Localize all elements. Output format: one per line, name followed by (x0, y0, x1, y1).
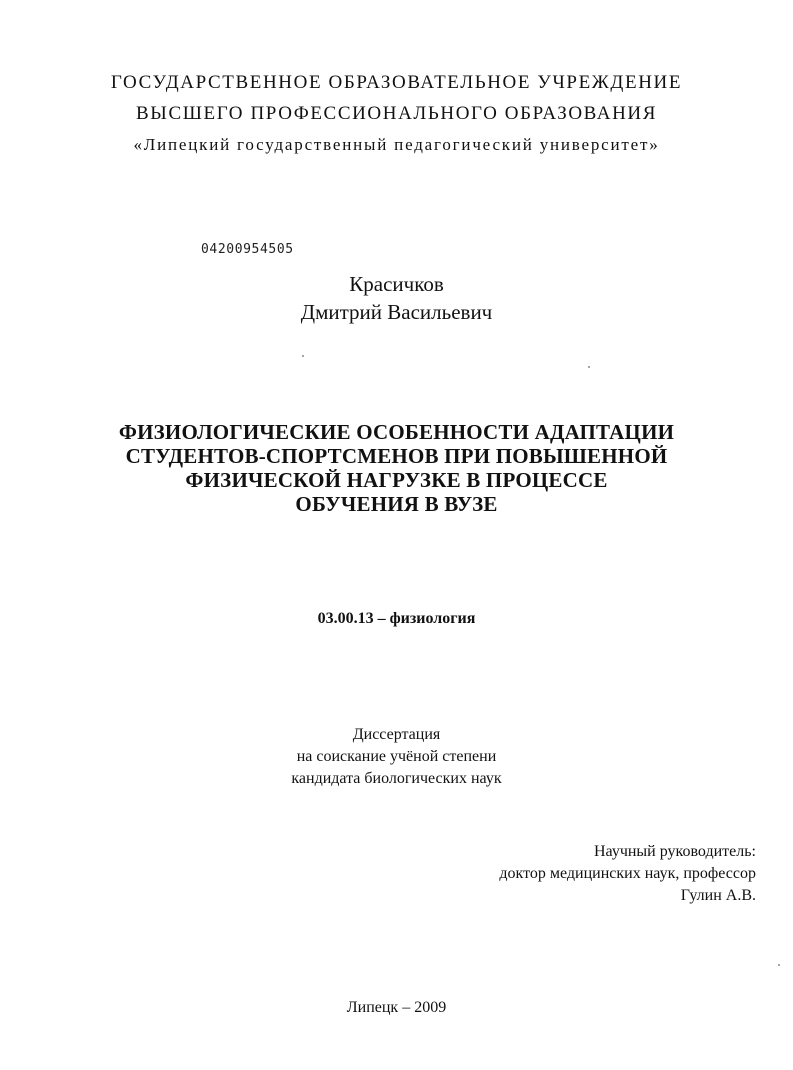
title-line-2: СТУДЕНТОВ-СПОРТСМЕНОВ ПРИ ПОВЫШЕННОЙ (125, 444, 668, 468)
title-line-1: ФИЗИОЛОГИЧЕСКИЕ ОСОБЕННОСТИ АДАПТАЦИИ (118, 420, 675, 444)
scan-speck (778, 964, 780, 966)
institution-line-2: ВЫСШЕГО ПРОФЕССИОНАЛЬНОГО ОБРАЗОВАНИЯ (136, 103, 657, 124)
supervisor-label: Научный руководитель: (593, 843, 756, 860)
title-line-4: ОБУЧЕНИЯ В ВУЗЕ (295, 492, 498, 516)
dissertation-line-2: на соискание учёной степени (296, 748, 497, 765)
institution-line-3: «Липецкий государственный педагогический университет» (133, 135, 660, 154)
dissertation-line-3: кандидата биологических наук (291, 770, 502, 787)
scan-speck (588, 366, 590, 368)
specialty: 03.00.13 – физиология (317, 610, 476, 627)
place-year: Липецк – 2009 (346, 999, 447, 1016)
catalog-number: 04200954505 (201, 242, 294, 257)
author-surname: Красичков (349, 272, 444, 296)
supervisor-degree: доктор медицинских наук, профессор (499, 865, 756, 882)
institution-line-1: ГОСУДАРСТВЕННОЕ ОБРАЗОВАТЕЛЬНОЕ УЧРЕЖДЕНИЕ (110, 72, 683, 93)
supervisor-name: Гулин А.В. (680, 887, 756, 904)
dissertation-line-1: Диссертация (352, 726, 441, 743)
title-line-3: ФИЗИЧЕСКОЙ НАГРУЗКЕ В ПРОЦЕССЕ (185, 468, 608, 492)
author-given-names: Дмитрий Васильевич (300, 300, 493, 324)
scan-speck (302, 355, 304, 357)
